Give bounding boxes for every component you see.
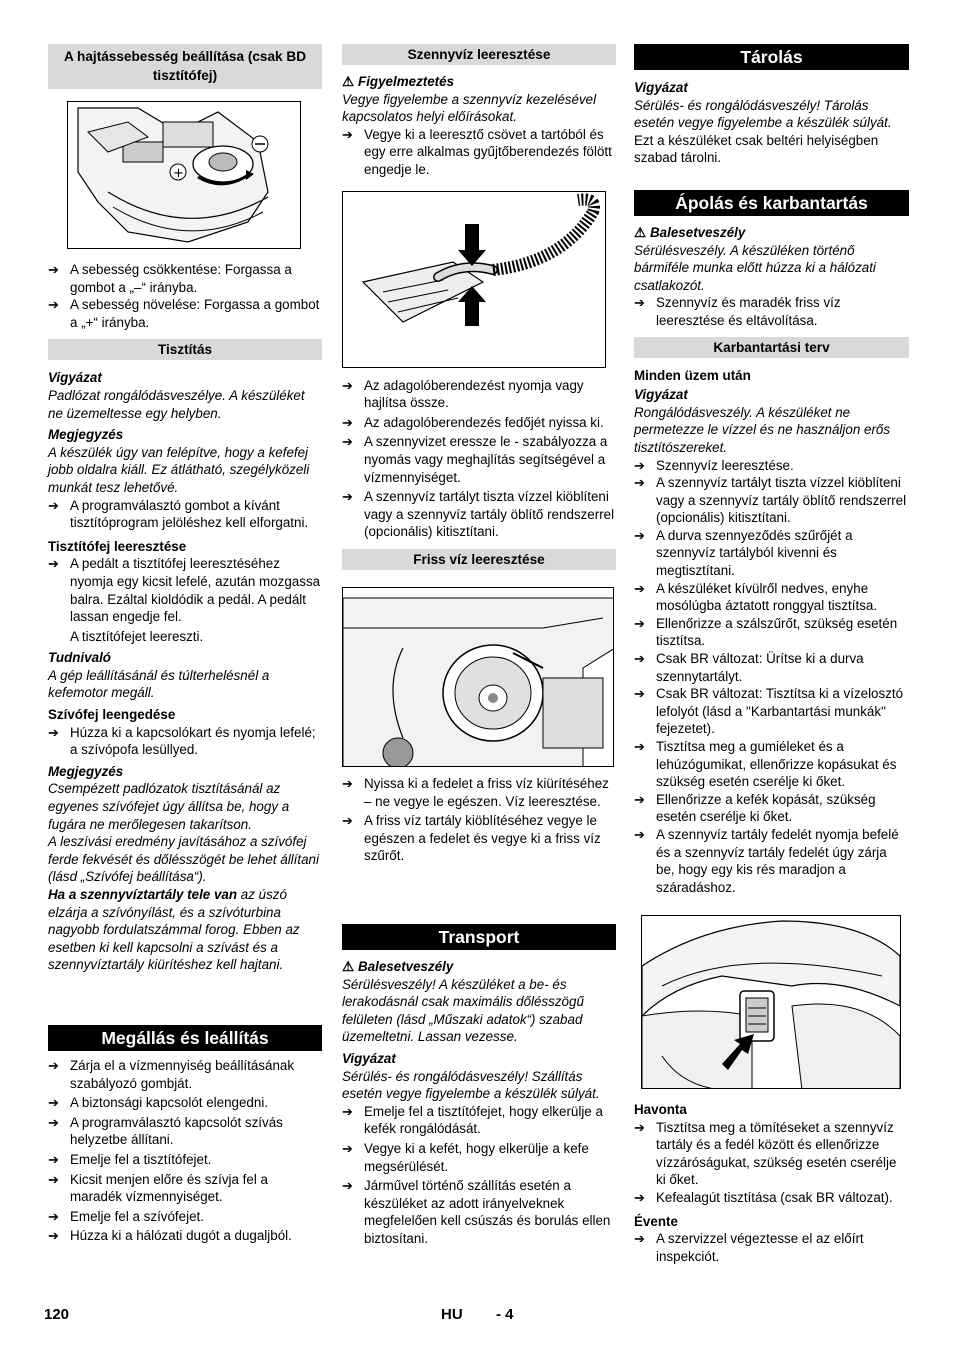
arrow-right-icon: ➔ (342, 813, 353, 829)
arrow-right-icon: ➔ (634, 1119, 645, 1135)
arrow-right-icon: ➔ (634, 615, 645, 631)
arrow-right-icon: ➔ (342, 414, 353, 430)
list-item: ➔ A szennyvizet eressze le - szabályozza a nyomás vagy meghajlítás segítségével a vízmennyiséget. (342, 434, 608, 485)
section-heading-drain: Szennyvíz leeresztése (342, 44, 616, 65)
result-text: A tisztítófejet leereszti. (70, 628, 204, 644)
section-heading-care: Ápolás és karbantartás (634, 190, 909, 216)
list-item: ➔ Kefealagút tisztítása (csak BR változat). (634, 1189, 893, 1205)
accident-text: Sérülésveszély! A készüléket a be- és lerakodásnál csak maximális dőlésszögű felületen (lásd „Műszaki adatok“) szabad üzemeltetni. Lassan vezesse. (342, 976, 584, 1045)
note-text-2: A leszívási eredmény javításához a szívófej ferde fekvését és dőlésszögét be lehet állítani (lásd „Szívófej beállítása“). (48, 834, 319, 885)
fresh-water-figure (342, 587, 614, 767)
note-text: A készülék úgy van felépítve, hogy a kefefej jobb oldalra kiáll. Ez átlátható, szegélyközeli munkát tesz lehetővé. (48, 444, 310, 495)
list-item: ➔ Ellenőrizze a szálszűrőt, szükség esetén tisztítsa. (634, 615, 898, 649)
warning-label: ⚠ Figyelmeztetés (342, 74, 455, 89)
page-number: 120 (44, 1306, 70, 1323)
list-item: ➔ A sebesség növelése: Forgassa a gombot a „+“ irányba. (48, 297, 320, 330)
subheading-lower-head: Tisztítófej leeresztése (48, 538, 187, 554)
accident-label: ⚠ Balesetveszély (342, 959, 454, 974)
section-heading-cleaning: Tisztítás (48, 339, 322, 360)
section-heading-maintenance-plan: Karbantartási terv (634, 337, 909, 358)
arrow-right-icon: ➔ (48, 724, 59, 740)
list-item: ➔ A friss víz tartály kiöblítéséhez vegye le egészen a fedelet és vegye ki a friss víz szűrőt. (342, 813, 601, 864)
accident-text: Sérülésveszély. A készüléken történő bármiféle munka előtt húzza ki a hálózati csatlakozót. (634, 242, 876, 293)
list-item: ➔ Nyissa ki a fedelet a friss víz kiürítéséhez – ne vegye le egészen. Víz leeresztése. (342, 775, 609, 809)
arrow-right-icon: ➔ (48, 1058, 59, 1073)
storage-text: Ezt a készüléket csak beltéri helyiségben szabad tárolni. (634, 132, 879, 166)
accident-label: ⚠ Balesetveszély (634, 224, 746, 240)
arrow-right-icon: ➔ (634, 1231, 645, 1247)
list-item: ➔ A sebesség csökkentése: Forgassa a gombot a „–“ irányba. (48, 262, 292, 295)
list-item: ➔ Az adagolóberendezés fedőjét nyissa ki. (342, 414, 604, 430)
list-item: ➔ A biztonsági kapcsolót elengedni. (48, 1095, 269, 1111)
list-item: ➔ A szennyvíz tartály fedelét nyomja befelé és a szennyvíz tartály fedelét úgy zárja be, hogy egy kis rés maradjon a száradáshoz. (634, 826, 899, 895)
section-heading-fresh-water: Friss víz leeresztése (342, 549, 616, 570)
list-item: ➔ Vegye ki a leeresztő csövet a tartóból és egy erre alkalmas gyűjtőberendezés fölött engedje le. (342, 126, 612, 177)
list-item: ➔ A pedált a tisztítófej leeresztéséhez nyomja egy kicsit lefelé, azután mozgassa balra. Ezáltal kioldódik a pedál. A pedált lassan engedje fel. (48, 556, 321, 625)
list-item: ➔ Járművel történő szállítás esetén a készüléket az adott irányelveknek megfelelően kell csúszás és borulás ellen biztosítani. (342, 1178, 611, 1246)
arrow-right-icon: ➔ (634, 527, 645, 543)
full-tank-note: Ha a szennyvíztartály tele van az úszó elzárja a szívónyílást, és a szívóturbina nagyobb fordulatszámmal forog. Ebben az esetben ki kell kapcsolni a szívást és a szennyvíztartály kiürítéshez kell hajtani. (48, 887, 300, 973)
list-item: ➔ Szennyvíz leeresztése. (634, 457, 794, 473)
caution-label: Vigyázat (634, 387, 688, 403)
arrow-right-icon: ➔ (48, 1095, 59, 1111)
list-item: ➔ Vegye ki a kefét, hogy elkerülje a kefe megsérülését. (342, 1140, 589, 1174)
list-item: ➔ A szervizzel végeztesse el az előírt inspekciót. (634, 1231, 864, 1264)
caution-label: Vigyázat (634, 80, 688, 95)
arrow-right-icon: ➔ (48, 1171, 59, 1187)
column-1 (48, 44, 322, 1244)
arrow-right-icon: ➔ (342, 434, 353, 450)
arrow-right-icon: ➔ (634, 295, 645, 311)
caution-text: Padlózat rongálódásveszélye. A készüléket ne üzemeltesse egy helyben. (48, 387, 305, 421)
list-item: ➔ Szennyvíz és maradék friss víz leeresztése és eltávolítása. (634, 295, 841, 328)
list-item: ➔ A programválasztó gombot a kívánt tisztítóprogram jelöléshez kell elforgatni. (48, 497, 309, 531)
list-item: ➔ A készüléket kívülről nedves, enyhe mosólúgba áztatott ronggyal tisztítsa. (634, 580, 878, 614)
caution-label: Vigyázat (48, 370, 102, 386)
arrow-right-icon: ➔ (342, 1103, 353, 1119)
arrow-right-icon: ➔ (342, 377, 353, 393)
arrow-right-icon: ➔ (634, 791, 645, 807)
list-item: ➔ A szennyvíz tartályt tiszta vízzel kiöblíteni vagy a szennyvíz tartály öblítő rendszerrel (opcionális) kitisztítani. (342, 489, 615, 540)
arrow-right-icon: ➔ (48, 1151, 59, 1167)
tank-lid-drawing (642, 916, 901, 1089)
warning-text: Vegye figyelembe a szennyvíz kezelésével kapcsolatos helyi előírásokat. (342, 91, 597, 125)
arrow-right-icon: ➔ (634, 826, 645, 842)
drain-hose-drawing (343, 192, 606, 368)
warning-triangle-icon: ⚠ (342, 959, 355, 974)
svg-text:+: + (173, 166, 184, 181)
note-label: Megjegyzés (48, 763, 124, 779)
list-item: ➔ Zárja el a vízmennyiség beállításának szabályozó gombját. (48, 1058, 295, 1091)
info-text: A gép leállításánál és túlterhelésnél a kefemotor megáll. (48, 667, 270, 701)
arrow-right-icon: ➔ (634, 651, 645, 667)
arrow-right-icon: ➔ (48, 556, 59, 572)
column-3 (634, 44, 909, 1264)
list-item: ➔ Húzza ki a kapcsolókart és nyomja lefelé; a szívópofa lesüllyed. (48, 724, 316, 758)
arrow-right-icon: ➔ (634, 739, 645, 754)
arrow-right-icon: ➔ (634, 686, 645, 702)
column-2 (342, 44, 616, 1246)
list-item: ➔ A durva szennyeződés szűrőjét a szennyvíz tartályból kivenni és megtisztítani. (634, 527, 853, 579)
section-heading-speed: A hajtássebesség beállítása (csak BD tisztítófej) (48, 44, 322, 89)
section-heading-stop: Megállás és leállítás (48, 1025, 322, 1051)
list-item: ➔ Kicsit menjen előre és szívja fel a maradék vízmennyiséget. (48, 1171, 268, 1205)
arrow-right-icon: ➔ (634, 1189, 645, 1205)
subheading-yearly: Évente (634, 1213, 678, 1229)
arrow-right-icon: ➔ (634, 580, 645, 596)
list-item: ➔ Csak BR változat: Ürítse ki a durva szennytartályt. (634, 651, 864, 684)
note-label: Megjegyzés (48, 427, 124, 443)
arrow-right-icon: ➔ (48, 497, 59, 513)
list-item: ➔ Emelje fel a tisztítófejet. (48, 1151, 212, 1167)
arrow-right-icon: ➔ (634, 475, 645, 491)
list-item: ➔ Emelje fel a tisztítófejet, hogy elkerülje a kefék rongálódását. (342, 1103, 603, 1137)
note-text: Csempézett padlózatok tisztításánál az egyenes szívófejet úgy állítsa be, hogy a fugára ne merőlegesen takarítson. (48, 781, 290, 832)
list-item: ➔ Csak BR változat: Tisztítsa ki a vízelosztó lefolyót (lásd a "Karbantartási munkák" fejezetet). (634, 686, 904, 737)
warning-triangle-icon: ⚠ (634, 224, 647, 240)
arrow-right-icon: ➔ (48, 1228, 59, 1244)
list-item: ➔ A szennyvíz tartályt tiszta vízzel kiöblíteni vagy a szennyvíz tartály öblítő rendszerrel (opcionális) kitisztítani. (634, 475, 907, 526)
drain-hose-figure (342, 191, 606, 368)
list-item: ➔ Tisztítsa meg a tömítéseket a szennyvíz tartály és a fedél között és ellenőrizze vízzáróságukat, szükség esetén cserélje ki őket. (634, 1119, 897, 1188)
arrow-right-icon: ➔ (342, 489, 353, 505)
list-item: ➔ Tisztítsa meg a gumiéleket és a lehúzógumikat, ellenőrizze kopásukat és szükség esetén cserélje ki őket. (634, 739, 897, 790)
section-heading-storage: Tárolás (634, 44, 909, 70)
caution-text: Rongálódásveszély. A készüléket ne permetezze le vízzel és ne használjon erős tisztítószereket. (634, 404, 891, 455)
list-item: ➔ Ellenőrizze a kefék kopását, szükség esetén cserélje ki őket. (634, 791, 876, 825)
list-item: ➔ A programválasztó kapcsolót szívás helyzetbe állítani. (48, 1114, 283, 1148)
section-heading-transport: Transport (342, 924, 616, 950)
arrow-right-icon: ➔ (342, 1178, 353, 1194)
arrow-right-icon: ➔ (342, 126, 353, 142)
tank-lid-figure (641, 915, 901, 1089)
caution-text: Sérülés- és rongálódásveszély! Szállítás esetén vegye figyelembe a készülék súlyát. (342, 1068, 600, 1102)
arrow-right-icon: ➔ (48, 262, 59, 277)
caution-label: Vigyázat (342, 1050, 396, 1066)
subheading-suction: Szívófej leengedése (48, 707, 176, 723)
arrow-right-icon: ➔ (342, 1140, 353, 1156)
arrow-right-icon: ➔ (48, 297, 59, 313)
info-label: Tudnivaló (48, 650, 111, 666)
fresh-water-drawing (343, 588, 614, 767)
list-item: ➔ Emelje fel a szívófejet. (48, 1208, 204, 1224)
speed-knob-figure (67, 101, 301, 249)
list-item: ➔ Húzza ki a hálózati dugót a dugaljból. (48, 1228, 292, 1244)
section-page-number: - 4 (496, 1306, 514, 1323)
warning-triangle-icon: ⚠ (342, 74, 355, 89)
arrow-right-icon: ➔ (48, 1114, 59, 1130)
speed-knob-drawing (68, 102, 301, 249)
list-item: ➔ Az adagolóberendezést nyomja vagy hajlítsa össze. (342, 377, 584, 411)
arrow-right-icon: ➔ (634, 457, 645, 473)
subheading-after-each-use: Minden üzem után (634, 367, 751, 383)
language-code: HU (441, 1306, 463, 1323)
arrow-right-icon: ➔ (342, 775, 353, 791)
subheading-monthly: Havonta (634, 1102, 687, 1117)
caution-text: Sérülés- és rongálódásveszély! Tárolás esetén vegye figyelembe a készülék súlyát. (634, 97, 892, 131)
arrow-right-icon: ➔ (48, 1208, 59, 1224)
